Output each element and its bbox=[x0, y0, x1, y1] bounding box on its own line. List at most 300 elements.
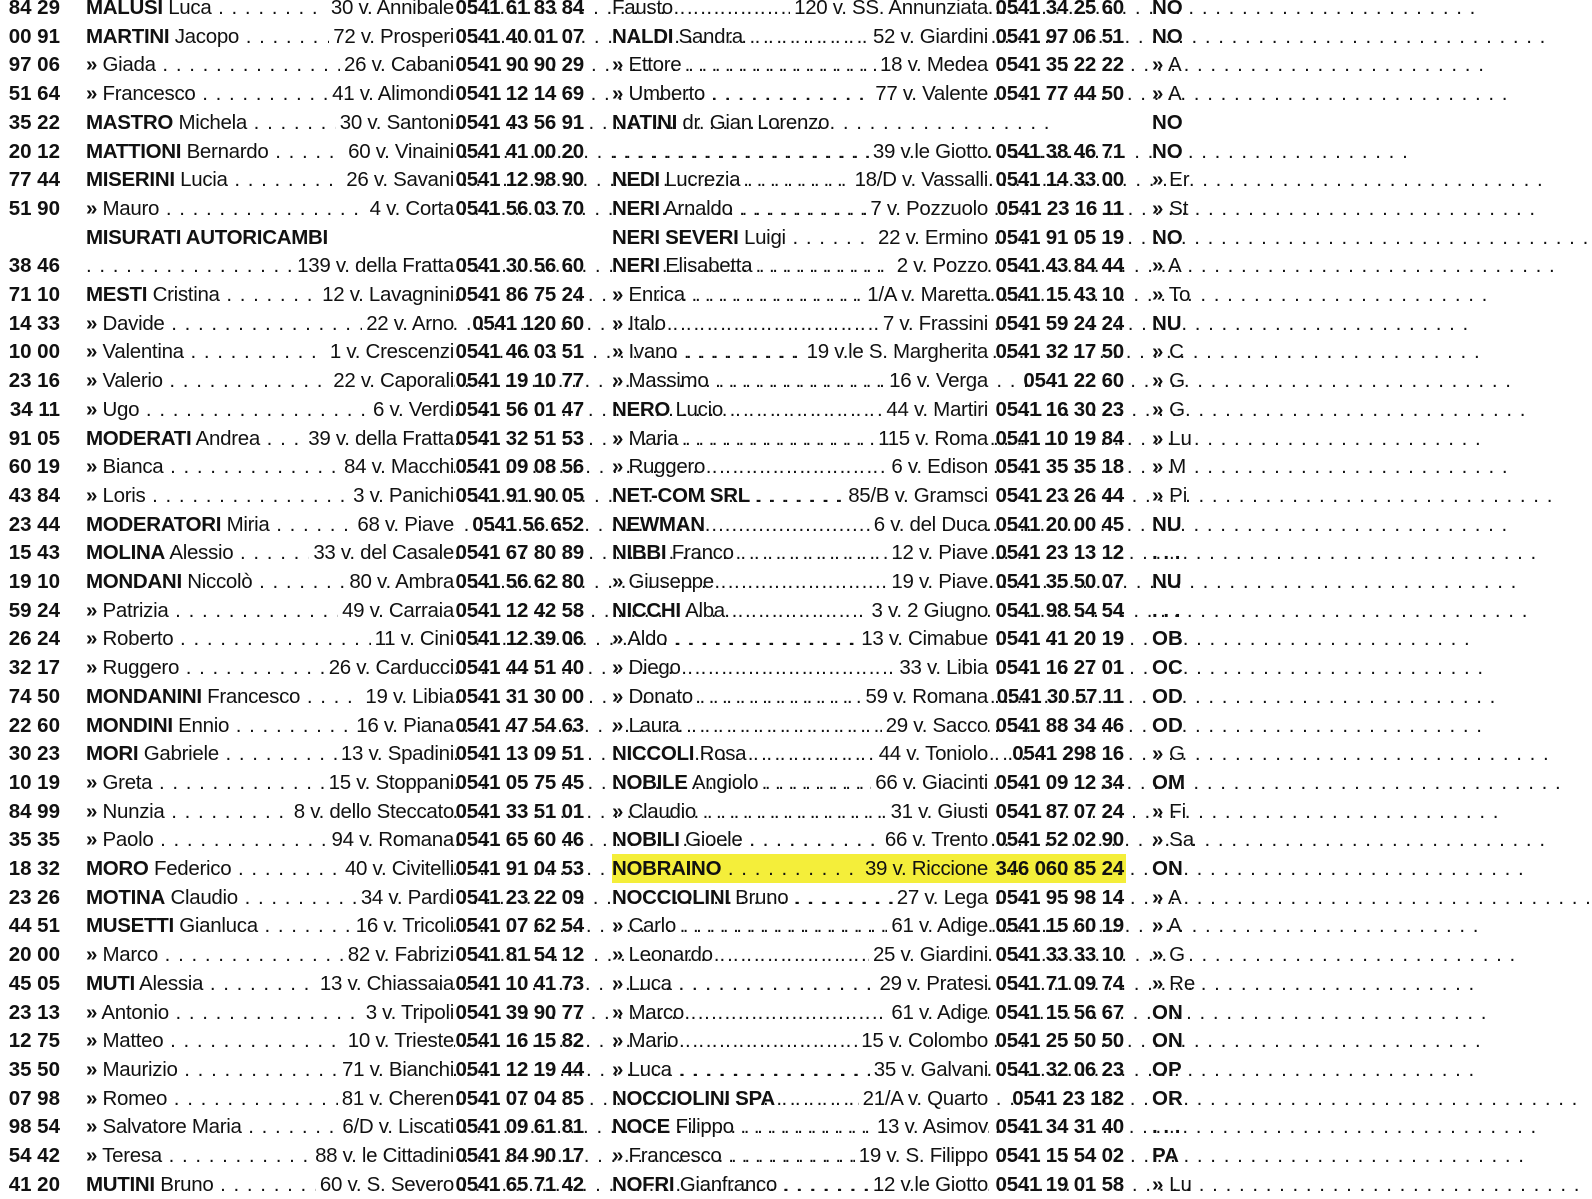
phone-number: 0541 16 15 82 bbox=[455, 1029, 584, 1053]
phone-number: 0541 07 04 85 bbox=[455, 1086, 584, 1110]
surname: » bbox=[612, 82, 624, 106]
phone-tail: 91 05 bbox=[8, 426, 60, 450]
phone-tail: 23 16 bbox=[8, 369, 60, 393]
phone-number: 0541 39 90 77 bbox=[455, 1000, 584, 1024]
cut-off-entry: ON bbox=[1152, 1000, 1183, 1024]
address: 139 v. della Fratta bbox=[293, 251, 454, 280]
given-name: Leonardo bbox=[628, 943, 713, 967]
listing-label bbox=[612, 825, 988, 854]
cut-off-entry: . . . bbox=[1152, 1115, 1181, 1139]
listing-label bbox=[86, 395, 454, 424]
listing-label bbox=[86, 251, 454, 280]
listing-row bbox=[612, 739, 1126, 768]
listing-row bbox=[612, 1084, 1126, 1113]
phone-tail: 20 00 bbox=[8, 943, 60, 967]
phone-number: 0541 30 56 60 bbox=[455, 254, 584, 278]
address: 16 v. Verga bbox=[885, 366, 988, 395]
phone-number: 0541 34 25 60 bbox=[995, 0, 1124, 19]
surname: » bbox=[86, 53, 98, 77]
listing-label bbox=[612, 682, 988, 711]
address: 80 v. Ambra bbox=[345, 567, 454, 596]
listing-row bbox=[86, 739, 586, 768]
address: 66 v. Trento bbox=[881, 825, 988, 854]
given-name: Federico bbox=[153, 857, 232, 880]
phone-number: 0541 09 12 34 bbox=[995, 770, 1124, 794]
address: 39 v. della Fratta bbox=[304, 424, 454, 453]
phone-tail: 22 60 bbox=[8, 713, 60, 737]
surname: NICCHI bbox=[612, 598, 681, 622]
listing-label bbox=[612, 309, 988, 338]
phone-number: 0541 32 06 23 bbox=[995, 1057, 1124, 1081]
listing-label bbox=[86, 998, 454, 1027]
given-name: Claudio bbox=[628, 799, 696, 823]
surname: NEWMAN bbox=[612, 512, 705, 536]
surname: » bbox=[86, 943, 98, 967]
address: 3 v. Tripoli bbox=[362, 998, 454, 1027]
address: 41 v. Alimondi bbox=[328, 79, 454, 108]
phone-tail: 59 24 bbox=[8, 598, 60, 622]
given-name: Sandra bbox=[678, 24, 743, 48]
given-name: Francesco bbox=[102, 82, 196, 106]
given-name: Cristina bbox=[152, 283, 220, 306]
phone-tail: 15 43 bbox=[8, 541, 60, 565]
address: 3 v. Panichi bbox=[349, 481, 454, 510]
listing-row bbox=[612, 452, 1126, 481]
given-name: Loris bbox=[102, 483, 146, 507]
listing-row bbox=[612, 424, 1126, 453]
address: 120 v. SS. Annunziata bbox=[790, 0, 988, 22]
address: 33 v. Libia bbox=[895, 653, 988, 682]
listing-row bbox=[86, 596, 586, 625]
listing-row bbox=[86, 567, 586, 596]
address: 82 v. Fabrizi bbox=[344, 940, 454, 969]
listing-row bbox=[612, 998, 1126, 1027]
listing-row bbox=[612, 825, 1126, 854]
listing-row bbox=[612, 395, 1126, 424]
given-name: Italo bbox=[628, 311, 666, 335]
listing-row bbox=[612, 0, 1126, 22]
listing-row bbox=[86, 969, 586, 998]
surname: NOBILI bbox=[612, 828, 680, 852]
phone-number: 0541 35 50 07 bbox=[995, 570, 1124, 593]
phone-number: 0541 43 84 44 bbox=[995, 254, 1124, 278]
surname: NERI bbox=[612, 196, 660, 220]
listing-label bbox=[612, 79, 988, 108]
listing-label bbox=[612, 1055, 988, 1084]
phone-number: 0541 31 30 00 bbox=[455, 684, 584, 708]
surname: » bbox=[612, 283, 624, 306]
given-name: Massimo bbox=[628, 369, 709, 393]
surname: MALUSI bbox=[86, 0, 163, 19]
ditto-mark: » bbox=[1152, 971, 1164, 995]
surname: » bbox=[86, 1057, 98, 1081]
listing-label bbox=[86, 22, 454, 51]
given-name: Diego bbox=[628, 656, 681, 680]
phone-number: 0541 09 61 81 bbox=[455, 1115, 584, 1139]
given-name: Maurizio bbox=[102, 1057, 178, 1081]
cut-off-entry: » Lu bbox=[1152, 1172, 1192, 1196]
phone-number: 0541 16 27 01 bbox=[995, 656, 1124, 680]
phone-tail: 12 75 bbox=[8, 1029, 60, 1053]
surname: » bbox=[612, 713, 624, 737]
address: 60 v. Vinaini bbox=[344, 137, 454, 166]
listing-label bbox=[612, 653, 988, 682]
address: 26 v. Cabani bbox=[340, 50, 454, 79]
address: 19 v. Piave bbox=[887, 567, 988, 596]
surname: » bbox=[612, 311, 624, 335]
surname: » bbox=[86, 1029, 98, 1053]
listing-row bbox=[86, 50, 586, 79]
address: 71 v. Bianchi bbox=[338, 1055, 454, 1084]
listing-label bbox=[86, 653, 454, 682]
given-name: Carlo bbox=[628, 914, 677, 938]
surname: » bbox=[86, 828, 98, 852]
phone-tail: 26 24 bbox=[8, 627, 60, 651]
address: 25 v. Giardini bbox=[869, 940, 988, 969]
phone-number: 0541 98 54 54 bbox=[995, 598, 1124, 622]
phone-number: 0541 19 10 77 bbox=[455, 369, 584, 393]
listing-row-highlighted bbox=[612, 854, 1126, 883]
phone-tail: 10 19 bbox=[8, 770, 60, 794]
listing-label bbox=[612, 1112, 988, 1141]
phone-number: 0541 81 54 12 bbox=[455, 943, 584, 967]
phone-tail: 14 33 bbox=[8, 311, 60, 335]
listing-label bbox=[612, 50, 988, 79]
surname: NIBBI bbox=[612, 541, 667, 565]
surname: NOCE bbox=[612, 1115, 671, 1139]
listing-label bbox=[612, 883, 988, 912]
surname: NERI bbox=[612, 254, 660, 278]
surname: MODERATI bbox=[86, 426, 192, 450]
given-name: Arnaldo bbox=[664, 196, 733, 220]
cut-off-entry: » A bbox=[1152, 885, 1182, 909]
listing-row bbox=[612, 567, 1126, 596]
given-name: Ettore bbox=[628, 53, 682, 77]
listing-row bbox=[612, 50, 1126, 79]
phone-number: 346 060 85 24 bbox=[995, 857, 1124, 880]
listing-row bbox=[612, 596, 1126, 625]
listing-label bbox=[612, 1026, 988, 1055]
ditto-mark: » bbox=[1152, 369, 1164, 393]
listing-row bbox=[86, 395, 586, 424]
phone-number: 0541 19 01 58 bbox=[995, 1172, 1124, 1196]
phone-number: 0541 47 54 63 bbox=[455, 713, 584, 737]
given-name: Davide bbox=[102, 311, 165, 335]
listing-row bbox=[86, 280, 586, 309]
given-name: Gioele bbox=[685, 828, 743, 852]
listing-row bbox=[612, 337, 1126, 366]
listing-label bbox=[86, 739, 454, 768]
listing-label bbox=[612, 624, 988, 653]
ditto-mark: » bbox=[1152, 483, 1164, 507]
given-name: Elisabetta bbox=[665, 254, 753, 278]
given-name: Angiolo bbox=[691, 770, 759, 794]
given-name: Bianca bbox=[102, 455, 164, 479]
listing-row bbox=[86, 1055, 586, 1084]
given-name: Roberto bbox=[102, 627, 174, 651]
listing-row bbox=[86, 424, 586, 453]
listing-row bbox=[86, 1084, 586, 1113]
phone-tail: 00 91 bbox=[8, 24, 60, 48]
listing-row bbox=[86, 682, 586, 711]
surname: MESTI bbox=[86, 283, 148, 306]
surname: » bbox=[612, 971, 624, 995]
listing-row bbox=[86, 366, 586, 395]
listing-row bbox=[612, 653, 1126, 682]
given-name: Valerio bbox=[102, 369, 163, 393]
phone-tail: 23 13 bbox=[8, 1000, 60, 1024]
listing-row bbox=[86, 510, 586, 539]
given-name: dr. Gian Lorenzo bbox=[682, 110, 830, 134]
phone-tail: 54 42 bbox=[8, 1144, 60, 1167]
phone-tail: 35 22 bbox=[8, 110, 60, 134]
phone-number: 0541 88 34 46 bbox=[995, 713, 1124, 737]
cut-off-entry: » G bbox=[1152, 742, 1186, 766]
listing-row bbox=[612, 624, 1126, 653]
listing-label bbox=[86, 1170, 454, 1199]
given-name: Fausto bbox=[612, 0, 673, 19]
listing-label bbox=[86, 1141, 454, 1170]
ditto-mark: » bbox=[1152, 455, 1164, 479]
phone-tail: 51 64 bbox=[8, 82, 60, 106]
surname: NATINI bbox=[612, 110, 678, 134]
surname: » bbox=[86, 82, 98, 106]
cut-off-entry: » Re bbox=[1152, 971, 1196, 995]
listing-label bbox=[86, 510, 454, 539]
cut-off-entry: » A bbox=[1152, 82, 1182, 106]
given-name: Francesco bbox=[207, 684, 301, 708]
listing-label bbox=[86, 280, 454, 309]
address: 26 v. Carducci bbox=[325, 653, 454, 682]
listing-label bbox=[86, 50, 454, 79]
phone-number: 0541 65 60 46 bbox=[455, 828, 584, 852]
listing-label bbox=[86, 538, 454, 567]
surname: MARTINI bbox=[86, 24, 170, 48]
phone-tail: 23 26 bbox=[8, 885, 60, 909]
address: 68 v. Piave bbox=[353, 510, 454, 539]
listing-row bbox=[612, 711, 1126, 740]
listing-row bbox=[612, 194, 1126, 223]
phone-number: 0541 41 20 19 bbox=[995, 627, 1124, 651]
phone-number: 0541 61 83 84 bbox=[455, 0, 584, 19]
address: 18/D v. Vassalli bbox=[851, 165, 988, 194]
cut-off-entry: » G bbox=[1152, 397, 1186, 421]
surname: » bbox=[612, 426, 624, 450]
listing-label bbox=[612, 452, 988, 481]
ditto-mark: » bbox=[1152, 168, 1164, 192]
surname: » bbox=[86, 397, 98, 421]
given-name: Rosa bbox=[699, 742, 747, 766]
address: 3 v. 2 Giugno bbox=[867, 596, 988, 625]
phone-tail: 35 35 bbox=[8, 828, 60, 852]
listing-label bbox=[612, 1084, 988, 1113]
listing-label bbox=[86, 137, 454, 166]
phone-tail: 34 11 bbox=[9, 397, 60, 421]
phone-number: 0541 35 35 18 bbox=[995, 455, 1124, 479]
given-name: Laura bbox=[628, 713, 680, 737]
cut-off-entry: » G bbox=[1152, 943, 1186, 967]
ditto-mark: » bbox=[1152, 196, 1164, 220]
phone-number: 0541 91 05 19 bbox=[995, 225, 1124, 249]
address: 61 v. Adige bbox=[887, 911, 988, 940]
listing-label bbox=[612, 0, 988, 22]
phone-number: 0541 38 46 71 bbox=[995, 139, 1124, 163]
listing-row bbox=[86, 624, 586, 653]
listing-row bbox=[86, 337, 586, 366]
given-name: Salvatore Maria bbox=[102, 1115, 242, 1139]
listing-row bbox=[86, 165, 586, 194]
listing-row bbox=[612, 940, 1126, 969]
surname: » bbox=[86, 369, 98, 393]
phone-tail: 10 00 bbox=[8, 340, 60, 364]
phone-tail bbox=[0, 223, 60, 252]
given-name: Greta bbox=[102, 770, 153, 794]
given-name: Alessia bbox=[139, 971, 204, 995]
cut-off-entry: NO bbox=[1152, 110, 1183, 134]
address: 30 v. Santoni bbox=[336, 108, 454, 137]
surname: » bbox=[86, 1115, 98, 1139]
given-name: Lucia bbox=[180, 168, 228, 192]
address: 13 v. Asimov bbox=[873, 1112, 988, 1141]
phone-number: 0541 16 30 23 bbox=[995, 397, 1124, 421]
address: 29 v. Pratesi bbox=[875, 969, 988, 998]
cut-off-entry: » Er bbox=[1152, 168, 1190, 192]
phone-number: 0541 23 13 12 bbox=[995, 541, 1124, 565]
listing-label bbox=[86, 481, 454, 510]
given-name: Umberto bbox=[628, 82, 706, 106]
surname: NOBILE bbox=[612, 770, 688, 794]
listing-label bbox=[612, 797, 988, 826]
listing-row bbox=[86, 137, 586, 166]
surname: » bbox=[612, 1144, 624, 1167]
address: 27 v. Lega bbox=[893, 883, 988, 912]
surname: » bbox=[612, 684, 624, 708]
phone-number: 0541 32 51 53 bbox=[455, 426, 584, 450]
cut-off-entry: OD bbox=[1152, 684, 1183, 708]
listing-row bbox=[86, 194, 586, 223]
address: 12 v. Piave bbox=[887, 538, 988, 567]
address: 2 v. Pozzo bbox=[893, 251, 988, 280]
listing-label bbox=[612, 481, 988, 510]
given-name: Donato bbox=[628, 684, 693, 708]
listing-row bbox=[86, 797, 586, 826]
given-name: Alba bbox=[685, 598, 725, 622]
phone-tail: 60 19 bbox=[8, 455, 60, 479]
surname: NOFRI bbox=[612, 1172, 675, 1196]
cut-off-entry: » To bbox=[1152, 283, 1191, 306]
listing-label bbox=[86, 624, 454, 653]
surname: NEDI bbox=[612, 168, 660, 192]
address: 1/A v. Maretta bbox=[863, 280, 988, 309]
phone-number: 0541 91 04 53 bbox=[455, 857, 584, 880]
listing-label bbox=[612, 223, 988, 252]
surname: MONDINI bbox=[86, 713, 173, 737]
given-name: Aldo bbox=[627, 627, 668, 651]
listing-label bbox=[86, 194, 454, 223]
phone-number: 0541 23 26 44 bbox=[995, 483, 1124, 507]
surname: » bbox=[612, 656, 624, 680]
listing-row bbox=[612, 223, 1126, 252]
phone-number: 0541 43 56 91 bbox=[455, 110, 584, 134]
cut-off-entry: OC bbox=[1152, 656, 1183, 680]
listing-label bbox=[86, 825, 454, 854]
ditto-mark: » bbox=[1152, 283, 1164, 306]
address: 29 v. Sacco bbox=[882, 711, 988, 740]
ditto-mark: » bbox=[1152, 254, 1164, 278]
address: 26 v. Savani bbox=[342, 165, 454, 194]
cut-off-entry: NO bbox=[1152, 139, 1183, 163]
surname: » bbox=[86, 799, 98, 823]
phone-tail: 71 10 bbox=[8, 283, 60, 306]
phone-number: 0541 14 33 00 bbox=[995, 168, 1124, 192]
listing-label bbox=[86, 940, 454, 969]
phone-number: 0541 30 57 11 bbox=[996, 684, 1124, 708]
phone-number: 0541 87 07 24 bbox=[995, 799, 1124, 823]
listing-label bbox=[86, 223, 454, 252]
given-name: Andrea bbox=[195, 426, 260, 450]
listing-row bbox=[86, 1026, 586, 1055]
listing-row bbox=[612, 79, 1126, 108]
given-name: Luigi bbox=[743, 225, 786, 249]
phone-tail: 44 51 bbox=[8, 914, 60, 938]
phone-tail: 98 54 bbox=[8, 1115, 60, 1139]
phone-number: 0541 23 16 11 bbox=[996, 196, 1124, 220]
given-name: Marco bbox=[628, 1000, 684, 1024]
listing-label bbox=[612, 194, 988, 223]
address: 13 v. Spadini bbox=[337, 739, 454, 768]
ditto-mark: » bbox=[1152, 82, 1164, 106]
listing-label bbox=[86, 79, 454, 108]
given-name: Ruggero bbox=[628, 455, 706, 479]
phone-number: 0541 77 44 50 bbox=[995, 82, 1124, 106]
cut-off-entry: OD bbox=[1152, 713, 1183, 737]
listing-label bbox=[86, 108, 454, 137]
phone-tail: 77 44 bbox=[8, 168, 60, 192]
listing-label bbox=[86, 366, 454, 395]
listing-label bbox=[86, 452, 454, 481]
listing-label bbox=[86, 309, 454, 338]
listing-label bbox=[612, 366, 988, 395]
surname: NICCOLI bbox=[612, 742, 695, 766]
listing-label bbox=[612, 510, 988, 539]
cut-off-entry: PA bbox=[1152, 1144, 1179, 1167]
phone-number: 0541 20 00 45 bbox=[995, 512, 1124, 536]
cut-off-entry: OB bbox=[1152, 627, 1183, 651]
surname: » bbox=[86, 196, 98, 220]
address: 16 v. Piana bbox=[352, 711, 454, 740]
address: 1 v. Crescenzi bbox=[326, 337, 454, 366]
phone-number: 0541 33 33 10 bbox=[995, 943, 1124, 967]
phone-number: 0541 12 39 06 bbox=[455, 627, 584, 651]
address: 44 v. Martiri bbox=[882, 395, 988, 424]
phone-tail: 74 50 bbox=[8, 684, 60, 708]
address: 16 v. Tricoli bbox=[352, 911, 454, 940]
listing-row bbox=[86, 1141, 586, 1170]
cut-off-entry: NU bbox=[1152, 311, 1182, 335]
listing-row bbox=[86, 108, 586, 137]
given-name: Matteo bbox=[102, 1029, 164, 1053]
cut-off-entry: » Sa bbox=[1152, 828, 1195, 852]
ditto-mark: » bbox=[1152, 53, 1164, 77]
phone-number: 0541 10 41 73 bbox=[455, 971, 584, 995]
phone-tail: 45 05 bbox=[8, 971, 60, 995]
listing-row bbox=[612, 251, 1126, 280]
listing-row bbox=[612, 309, 1126, 338]
listing-row bbox=[612, 682, 1126, 711]
listing-label bbox=[612, 940, 988, 969]
surname: MATTIONI bbox=[86, 139, 182, 163]
address: 6 v. Verdi bbox=[369, 395, 454, 424]
